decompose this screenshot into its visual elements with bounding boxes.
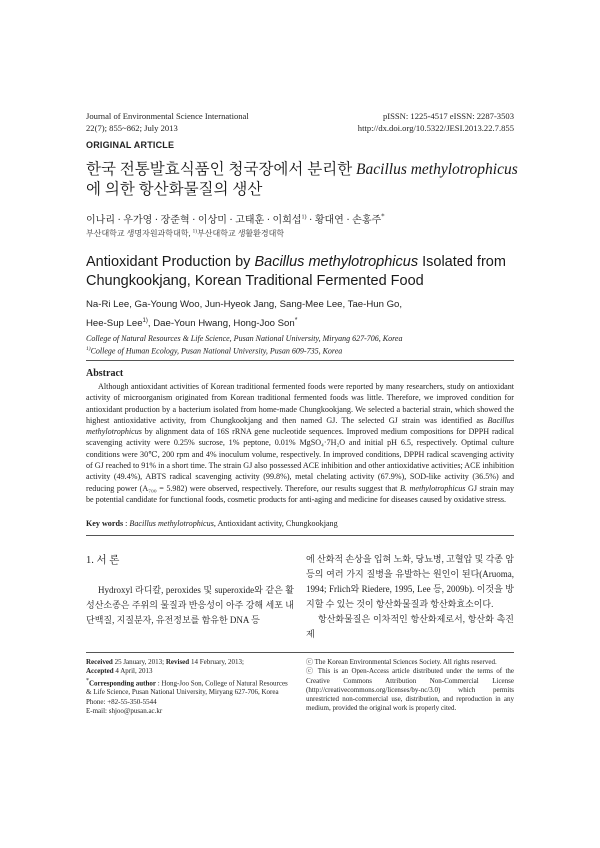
intro-right-text-1: 에 산화적 손상을 입혀 노화, 당뇨병, 고혈압 및 각종 암 등의 여러 가지 질병을 유발하는 원인이 된다(Aruoma, 1994; Frlich와 Riedere, 1995, Lee 등, 2009b). 이것을 방지할 수 있는 것이 항산화물질과 항산화효소이다. [306,554,514,609]
english-title-species: Bacillus methylotrophicus [254,254,419,270]
english-affiliation-1: College of Natural Resources & Life Science, Pusan National University, Miryang 627-706, Korea [86,334,403,343]
korean-authors [86,211,385,226]
korean-title-species: Bacillus methylotrophicus [356,161,518,178]
korean-title-part2: 에 의한 항산화물질의 생산 [86,181,263,198]
english-affiliation-2: College of Human Ecology, Pusan National University, Pusan 609-735, Korea [90,346,343,356]
english-authors-rest: , Dae-Youn Hwang, Hong-Joo Son [147,317,295,329]
abstract-bottom-rule [86,535,514,536]
korean-authors-sup: 1) [301,214,307,221]
abstract-species-1: Bacillus methylotrophicus [86,415,514,437]
english-authors-line1: Na-Ri Lee, Ga-Young Woo, Jun-Hyeok Jang, Sang-Mee Lee, Tae-Hun Go, [86,299,403,310]
dates-row-2 [86,667,294,676]
issn: pISSN: 1225-4517 eISSN: 2287-3503 [382,111,514,121]
korean-affiliation-2: 부산대학교 생활환경대학 [197,229,285,238]
abstract-species-2: B. methylotrophicus [399,483,466,493]
korean-corresponding-mark: * [381,212,385,221]
keywords-species: Bacillus methylotrophicus [129,519,214,528]
accepted-date: 4 April, 2013 [113,667,153,676]
dates-row-1 [86,658,294,667]
doi: http://dx.doi.org/10.5322/JESI.2013.22.7.855 [357,122,514,133]
email: E-mail: shjoo@pusan.ac.kr [86,706,163,715]
accepted-label: Accepted [86,667,114,676]
intro-heading: 1. 서 론 [86,555,120,566]
english-title-part1: Antioxidant Production by [86,254,255,270]
keywords [86,519,338,528]
english-corresponding-mark: * [294,316,298,324]
english-author-hee-sup: Hee-Sup Lee [86,317,143,329]
intro-right-text-2: 항산화물질은 이차적인 항산화제로서, 항산화 촉진제 [306,614,514,639]
footnote-rule [86,652,514,653]
korean-title [86,160,526,200]
received-label: Received [86,658,113,666]
korean-authors-a: 이나리 · 우가영 · 장준혁 · 이상미 · 고태훈 · 이희섭 [86,215,302,226]
english-title [86,253,526,291]
abstract-body [86,381,514,505]
copyright-notice: ⓒ The Korean Environmental Sciences Society. All rights reserved. [306,658,497,666]
phone: Phone: +82-55-350-5544 [86,697,157,706]
english-affiliation-2-row [86,344,526,357]
journal-name: Journal of Environmental Science International [86,111,249,121]
article-type: ORIGINAL ARTICLE [86,140,175,150]
english-authors-line2 [86,313,526,332]
keywords-label: Key words [86,519,124,528]
abstract-text-b: by alignment data of 16S rRNA gene nucleotide sequences. Improved medium compositions for DPPH radical scavenging activity were 0.25% sucrose, 1% peptone, 0.01% MgSO₄·7H₂O and initial pH 6.5, respectively. Optimal culture conditions were 30℃, 200 rpm and 4% inoculum volume, respectively. In improved conditions, DPPH radical scavenging activity of GJ reached to 91% in a short time. The strain GJ also possessed ACE inhibition and other antioxidative activities; ACE inhibition activity (49.4%), ABTS radical scavenging activity (99.8%), metal chelating activity (67.9%), SOD-like activity (36.5%) and reducing power (A₇₀₀ = 5.982) were observed, respectively. Therefore, our results suggest that [86,427,514,493]
license-notice: ⓒ This is an Open-Access article distributed under the terms of the Creative Commons Attribution Non-Commercial License (http://creativecommons.org/licenses/by-nc/3.0) which permits unrestricted non-commercial use, distribution, and reproduction in any medium, provided the original work is properly cited. [306,667,514,713]
corresponding-label: Corresponding author [89,678,156,687]
intro-left-column [86,552,294,628]
abstract-heading: Abstract [86,368,124,379]
english-author-sup: 1) [142,317,148,324]
abstract-text-c: GJ strain may be potential candidate for functional foods, cosmetic products for anti-aging and medicine for diseases caused by oxidative stress. [86,483,515,504]
korean-title-part1: 한국 전통발효식품인 청국장에서 분리한 [86,161,357,178]
corresponding-mark: * [86,677,89,684]
corresponding-text: : Hong-Joo Son, College of Natural Resources & Life Science, Pusan National University, Miryang 627-706, Korea [86,678,288,697]
journal-header [86,111,249,134]
footnote-license [306,658,514,714]
abstract-top-rule [86,360,514,361]
korean-affiliation [86,228,284,239]
journal-citation: 22(7); 855~862; July 2013 [86,122,178,133]
keywords-sep: : [123,519,130,528]
intro-left-text: Hydroxyl 라디칼, peroxides 및 superoxide와 같은 활성산소종은 주위의 물질과 반응성이 아주 강해 세포 내 단백질, 지질분자, 유전정보를 함유한 DNA 등 [86,585,294,625]
keywords-rest: , Antioxidant activity, Chungkookjang [213,519,338,528]
english-authors [86,297,526,331]
korean-authors-b: · 황대연 · 손홍주 [306,215,382,226]
received-date: 25 January, 2013; [112,658,166,666]
corresponding-author [86,677,294,698]
english-title-part2: Isolated from Chungkookjang, Korean Traditional Fermented Food [86,254,506,289]
intro-right-column [306,552,514,642]
revised-label: Revised [165,658,190,666]
revised-date: 14 February, 2013; [189,658,244,666]
journal-identifiers [358,111,514,134]
english-affiliation-sup: 1) [86,346,91,352]
korean-affiliation-1: 부산대학교 생명자원과학대학, [86,229,193,238]
korean-affiliation-sup: 1) [192,228,198,235]
footnote-dates-correspondence [86,658,294,716]
abstract-text-a: Although antioxidant activities of Korean traditional fermented foods were reported by many researchers, study on antioxidant activity of microorganism originated from Korean traditional fermented foods was little. Therefore, we improved condition for antioxidant production by a bacterium isolated from home-made Chungkookjang. We selected a bacterial strain, which showed the highest antioxidative activity, from Chungkookjang and then named GJ. The selected GJ strain was identified as [86,382,514,425]
english-affiliations [86,333,526,357]
